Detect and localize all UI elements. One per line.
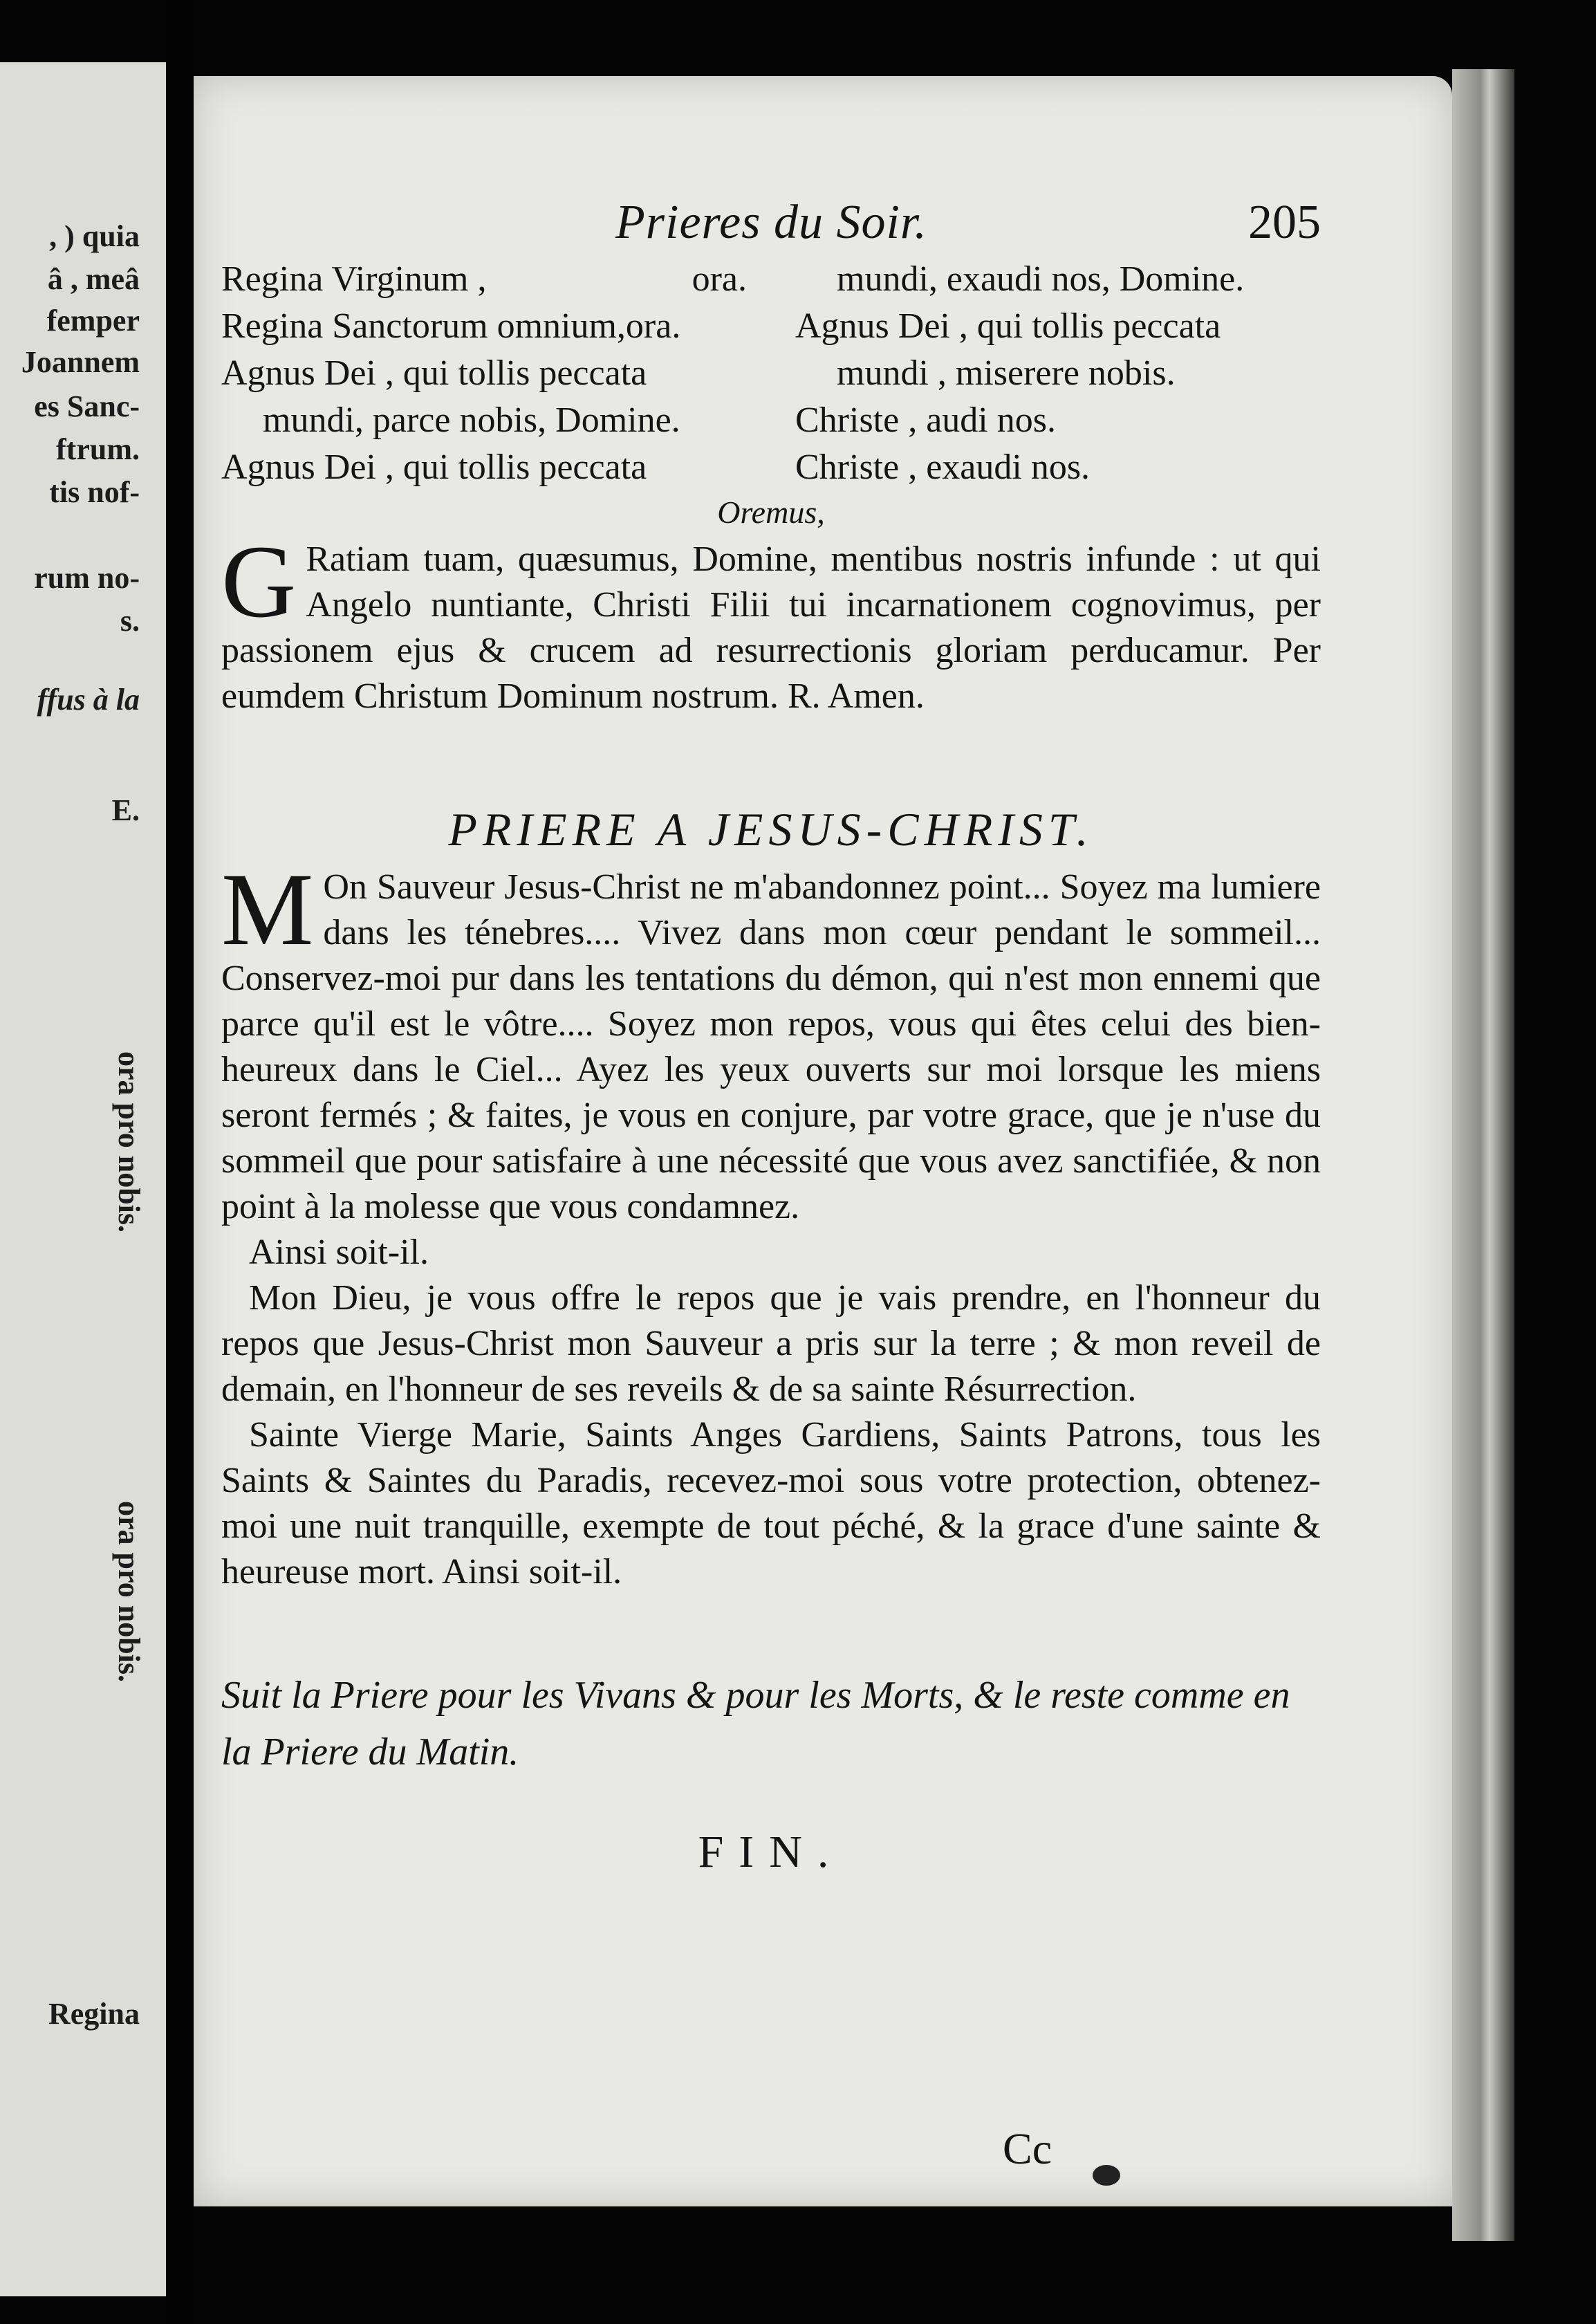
left-vertical-text-1: ora pro nobis. <box>112 1051 146 1233</box>
oremus-text: Ratiam tuam, quæsumus, Domine, mentibus nostris infunde : ut qui Angelo nuntiante, Christi Filii tui incarnationem cognovimus, per passionem ejus & crucem ad resurrectionis gloriam perducamur. Per eumdem Christum Dominum nostrum. R. Amen. <box>221 540 1321 716</box>
fin-mark: FIN. <box>698 1827 844 1877</box>
oremus-prayer <box>221 524 1321 719</box>
litany-line: Agnus Dei , qui tollis peccata <box>221 448 647 487</box>
ink-speck <box>1093 2165 1120 2186</box>
book-page <box>194 76 1452 2206</box>
left-page-fragment: ffus à la <box>37 683 140 717</box>
drop-cap: M <box>221 852 314 967</box>
litany-line: Agnus Dei , qui tollis peccata <box>795 306 1221 346</box>
prayer-body <box>221 852 1321 1595</box>
left-page-fragment: femper <box>46 304 140 338</box>
left-page-fragment: tis nof- <box>49 475 140 509</box>
litany-line: mundi, parce nobis, Domine. <box>263 400 680 440</box>
book-gutter <box>166 0 194 2324</box>
prayer-paragraph-1: M On Sauveur Jesus-Christ ne m'abandonnez point... Soyez ma lumiere dans les ténebres.... Vivez dans mon cœur pendant le sommeil... Conservez-moi pur dans les tentations du démon, qui n'est mon ennemi que parce qu'il est le vôtre.... Soyez mon repos, vous qui êtes celui des bien-heureux dans le Ciel... Ayez les yeux ouverts sur moi lorsque les miens seront fermés ; & faites, je vous en conjure, par votre grace, que je n'use du sommeil que pour satisfaire à une nécessité que vous avez sanctifiée, & non point à la molesse que vous condamnez. <box>221 852 1321 1226</box>
closing-note: Suit la Priere pour les Vivans & pour les Morts, & le reste comme en la Priere du Matin. <box>221 1674 1290 1773</box>
oremus-label: Oremus, <box>717 495 825 530</box>
litany-right-column <box>795 256 1335 491</box>
signature-mark: Cc <box>1003 2124 1052 2173</box>
litany-left-column <box>221 256 761 491</box>
litany-line: mundi , miserere nobis. <box>837 353 1176 393</box>
prayer-heading: PRIERE A JESUS-CHRIST. <box>448 803 1094 856</box>
left-page-fragment: rum no- <box>34 561 140 595</box>
litany-line: Regina Virginum , ora. <box>221 259 747 299</box>
left-page-fragment: â , meâ <box>47 262 140 296</box>
left-page-fragment: E. <box>111 793 140 827</box>
previous-page-fragment <box>0 62 166 2296</box>
prayer-paragraph-3: Sainte Vierge Marie, Saints Anges Gardiens, Saints Patrons, tous les Saints & Saintes du Paradis, recevez-moi sous votre protection, obtenez-moi une nuit tranquille, exempte de tout péché, & la grace d'une sainte & heureuse mort. Ainsi soit-il. <box>221 1415 1321 1592</box>
left-page-fragment: ftrum. <box>56 432 140 466</box>
litany-line: Christe , audi nos. <box>795 400 1056 440</box>
left-page-fragment: , ) quia <box>49 219 140 253</box>
left-page-fragment: Joannem <box>21 345 140 379</box>
prayer-amen: Ainsi soit-il. <box>249 1233 429 1272</box>
litany-line: mundi, exaudi nos, Domine. <box>837 259 1245 299</box>
left-page-fragment: es Sanc- <box>34 389 140 423</box>
left-page-fragment: Regina <box>48 1997 140 2031</box>
drop-cap: G <box>221 524 297 639</box>
left-page-fragment: s. <box>120 604 140 638</box>
left-vertical-text-2: ora pro nobis. <box>112 1501 146 1683</box>
litany-line: Regina Sanctorum omnium,ora. <box>221 306 681 346</box>
page-edges <box>1452 69 1514 2241</box>
prayer-paragraph-2: Mon Dieu, je vous offre le repos que je vais prendre, en l'honneur du repos que Jesus-Christ mon Sauveur a pris sur la terre ; & mon reveil de demain, en l'honneur de ses reveils & de sa sainte Résurrection. <box>221 1278 1321 1409</box>
running-head <box>221 195 1321 250</box>
page-number: 205 <box>1248 196 1321 249</box>
litany-line: Agnus Dei , qui tollis peccata <box>221 353 647 393</box>
litany-line: Christe , exaudi nos. <box>795 448 1091 487</box>
running-head-title: Prieres du Soir. <box>615 196 927 249</box>
